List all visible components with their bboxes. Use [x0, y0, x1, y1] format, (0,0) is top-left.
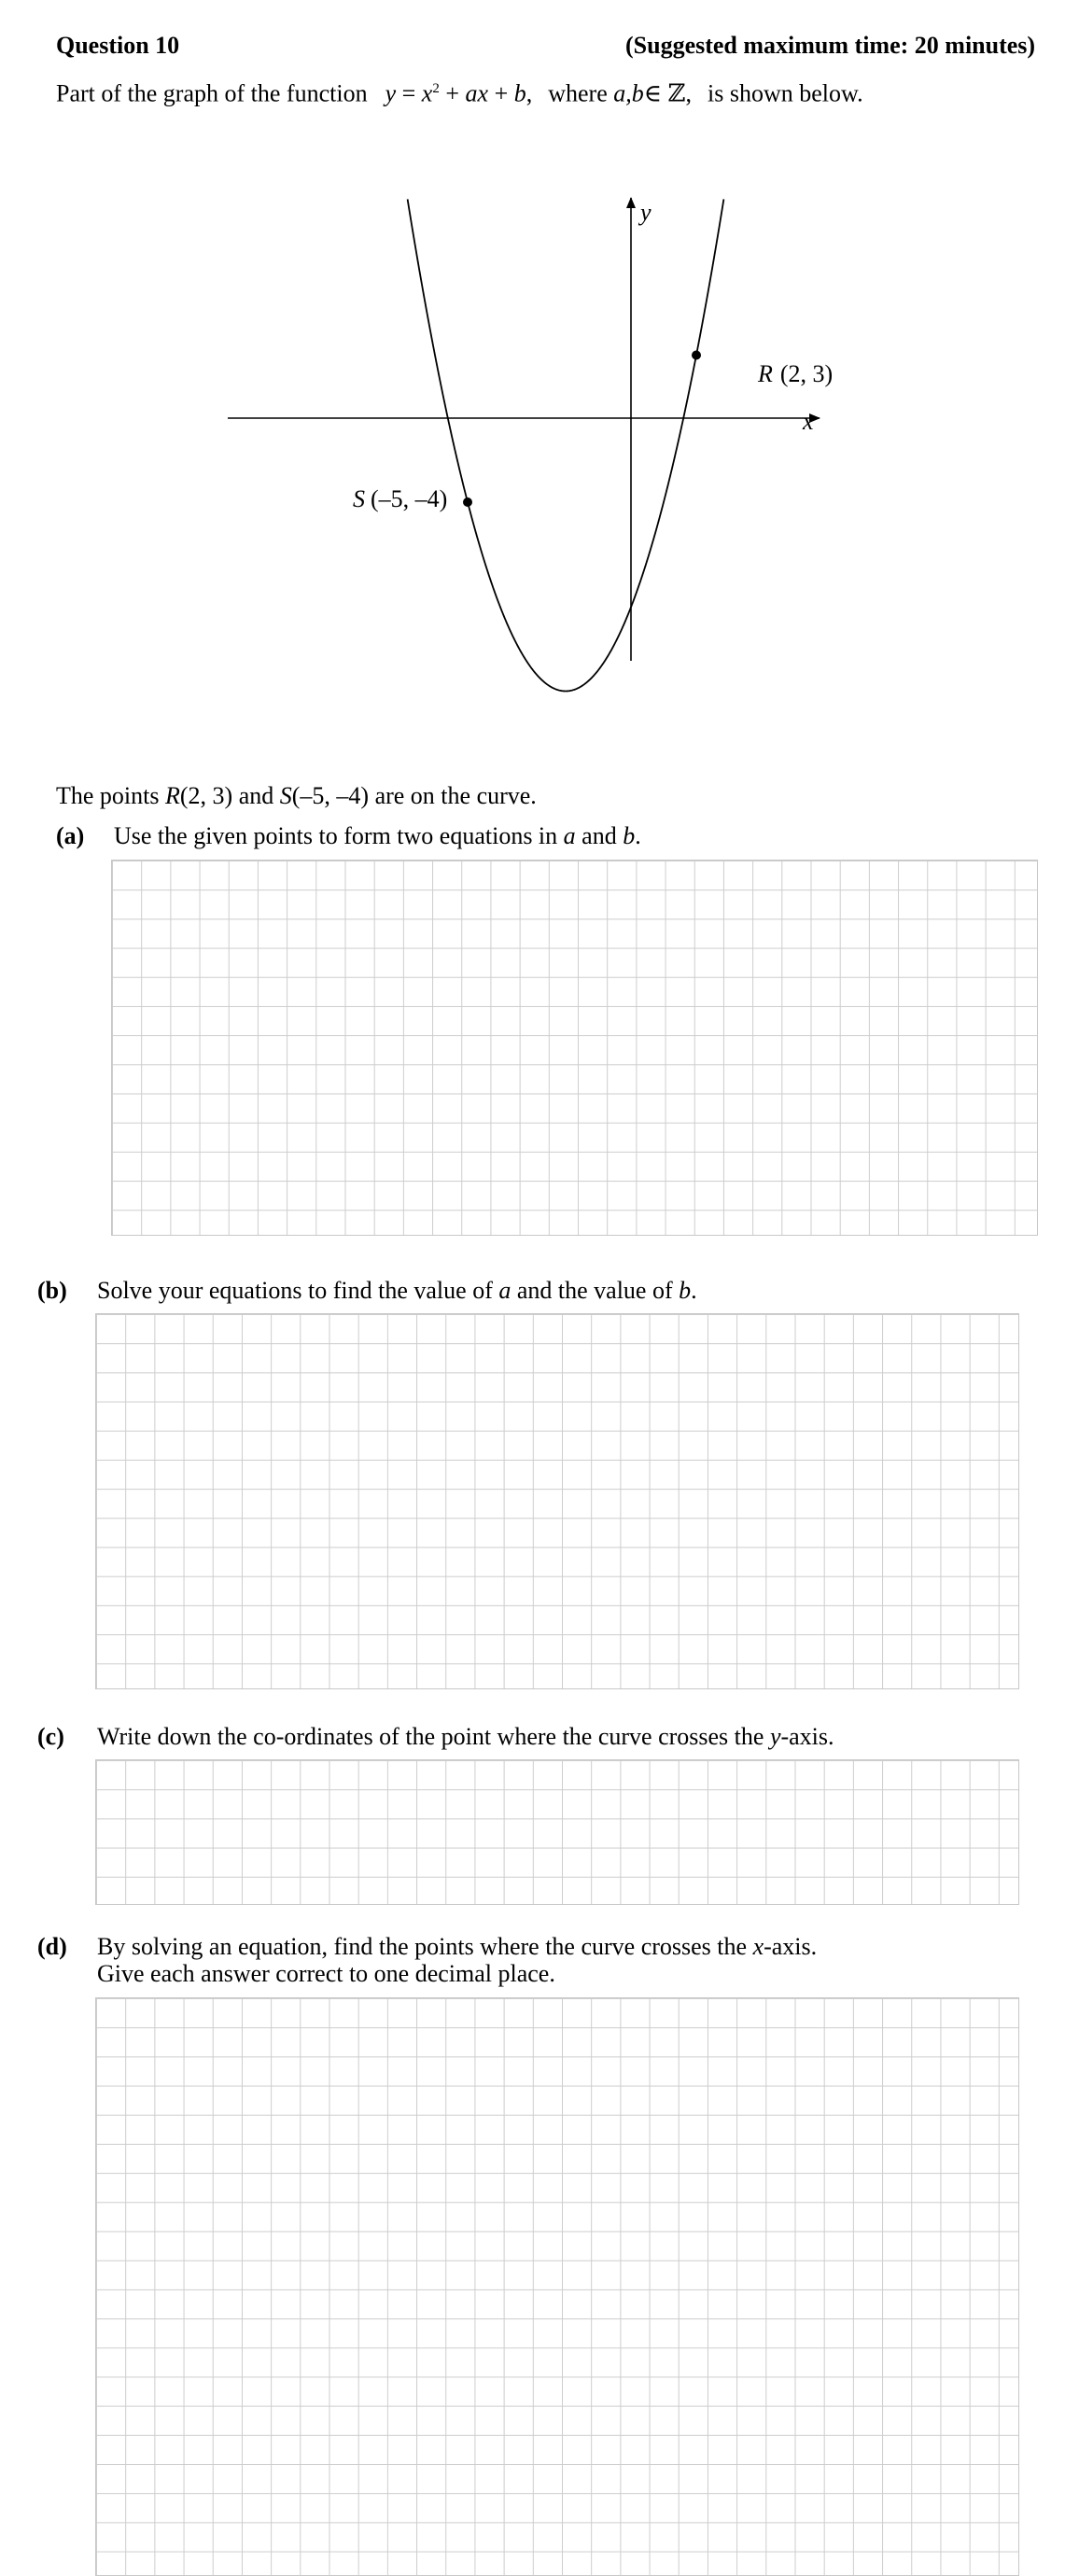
eq-plus2: + — [488, 79, 514, 107]
intro-prefix: Part of the graph of the function — [56, 79, 368, 107]
eq-ax: ax — [465, 79, 489, 107]
statement-text2: (2, 3) and — [179, 782, 280, 809]
part-b-text3: . — [691, 1277, 697, 1304]
parabola-graph — [0, 0, 1079, 709]
intro-ab: a,b — [613, 79, 644, 107]
point-r-name: R — [758, 360, 773, 387]
part-b-text2: and the value of — [511, 1277, 680, 1304]
part-a-text2: and — [575, 822, 624, 849]
part-b-label: (b) — [37, 1277, 67, 1304]
point-s-name: S — [353, 485, 365, 512]
eq-x: x — [421, 79, 433, 107]
part-d-answer-grid[interactable] — [95, 1997, 1019, 2576]
point-r-marker — [692, 351, 701, 360]
part-d-instruction: Give each answer correct to one decimal place. — [97, 1960, 555, 1987]
parabola-curve — [408, 199, 724, 691]
part-a-text1: Use the given points to form two equations in — [114, 822, 564, 849]
suggested-time: (Suggested maximum time: 20 minutes) — [625, 32, 1036, 59]
eq-b: b — [513, 79, 526, 107]
part-b-answer-grid[interactable] — [95, 1313, 1019, 1689]
eq-sup: 2 — [432, 81, 440, 96]
part-b-var1: a — [498, 1277, 511, 1304]
eq-plus1: + — [439, 79, 466, 107]
y-axis-label: y — [640, 199, 652, 226]
part-c-question — [97, 1723, 834, 1751]
part-c-text1: Write down the co-ordinates of the point where the curve crosses the — [97, 1723, 770, 1750]
part-a-question — [114, 822, 641, 850]
part-b-text1: Solve your equations to find the value of — [97, 1277, 499, 1304]
intro-in: ∈ ℤ, — [643, 79, 692, 107]
part-d-question — [97, 1933, 817, 1961]
eq-equals: = — [396, 79, 422, 107]
part-c-var1: y — [769, 1723, 781, 1750]
eq-comma: , — [525, 79, 533, 107]
point-r-label — [757, 360, 833, 387]
part-d-var1: x — [752, 1933, 764, 1960]
eq-y: y — [385, 79, 397, 107]
point-s-marker — [463, 497, 472, 507]
part-c-answer-grid[interactable] — [95, 1759, 1019, 1905]
statement-r: R — [165, 782, 180, 809]
part-c-label: (c) — [37, 1723, 64, 1750]
statement-text1: The points — [56, 782, 165, 809]
part-a-text3: . — [635, 822, 641, 849]
part-a-var2: b — [623, 822, 636, 849]
intro-where: where — [548, 79, 608, 107]
point-s-label — [353, 485, 447, 512]
point-r-coords: (2, 3) — [779, 360, 834, 387]
statement-text3: (–5, –4) are on the curve. — [291, 782, 537, 809]
part-a-var1: a — [563, 822, 576, 849]
part-d-text1: By solving an equation, find the points where the curve crosses the — [97, 1933, 753, 1960]
part-b-question — [97, 1277, 697, 1305]
part-a-label: (a) — [56, 822, 85, 849]
part-d-label: (d) — [37, 1933, 67, 1960]
point-s-coords: (–5, –4) — [371, 485, 448, 512]
question-title: Question 10 — [56, 32, 180, 59]
part-d-text2: -axis. — [764, 1933, 818, 1960]
part-c-text2: -axis. — [780, 1723, 834, 1750]
statement-s: S — [279, 782, 292, 809]
part-b-var2: b — [679, 1277, 692, 1304]
intro-suffix: is shown below. — [707, 79, 863, 107]
part-a-answer-grid[interactable] — [111, 860, 1038, 1236]
x-axis-label: x — [803, 408, 814, 435]
points-statement — [56, 782, 537, 810]
